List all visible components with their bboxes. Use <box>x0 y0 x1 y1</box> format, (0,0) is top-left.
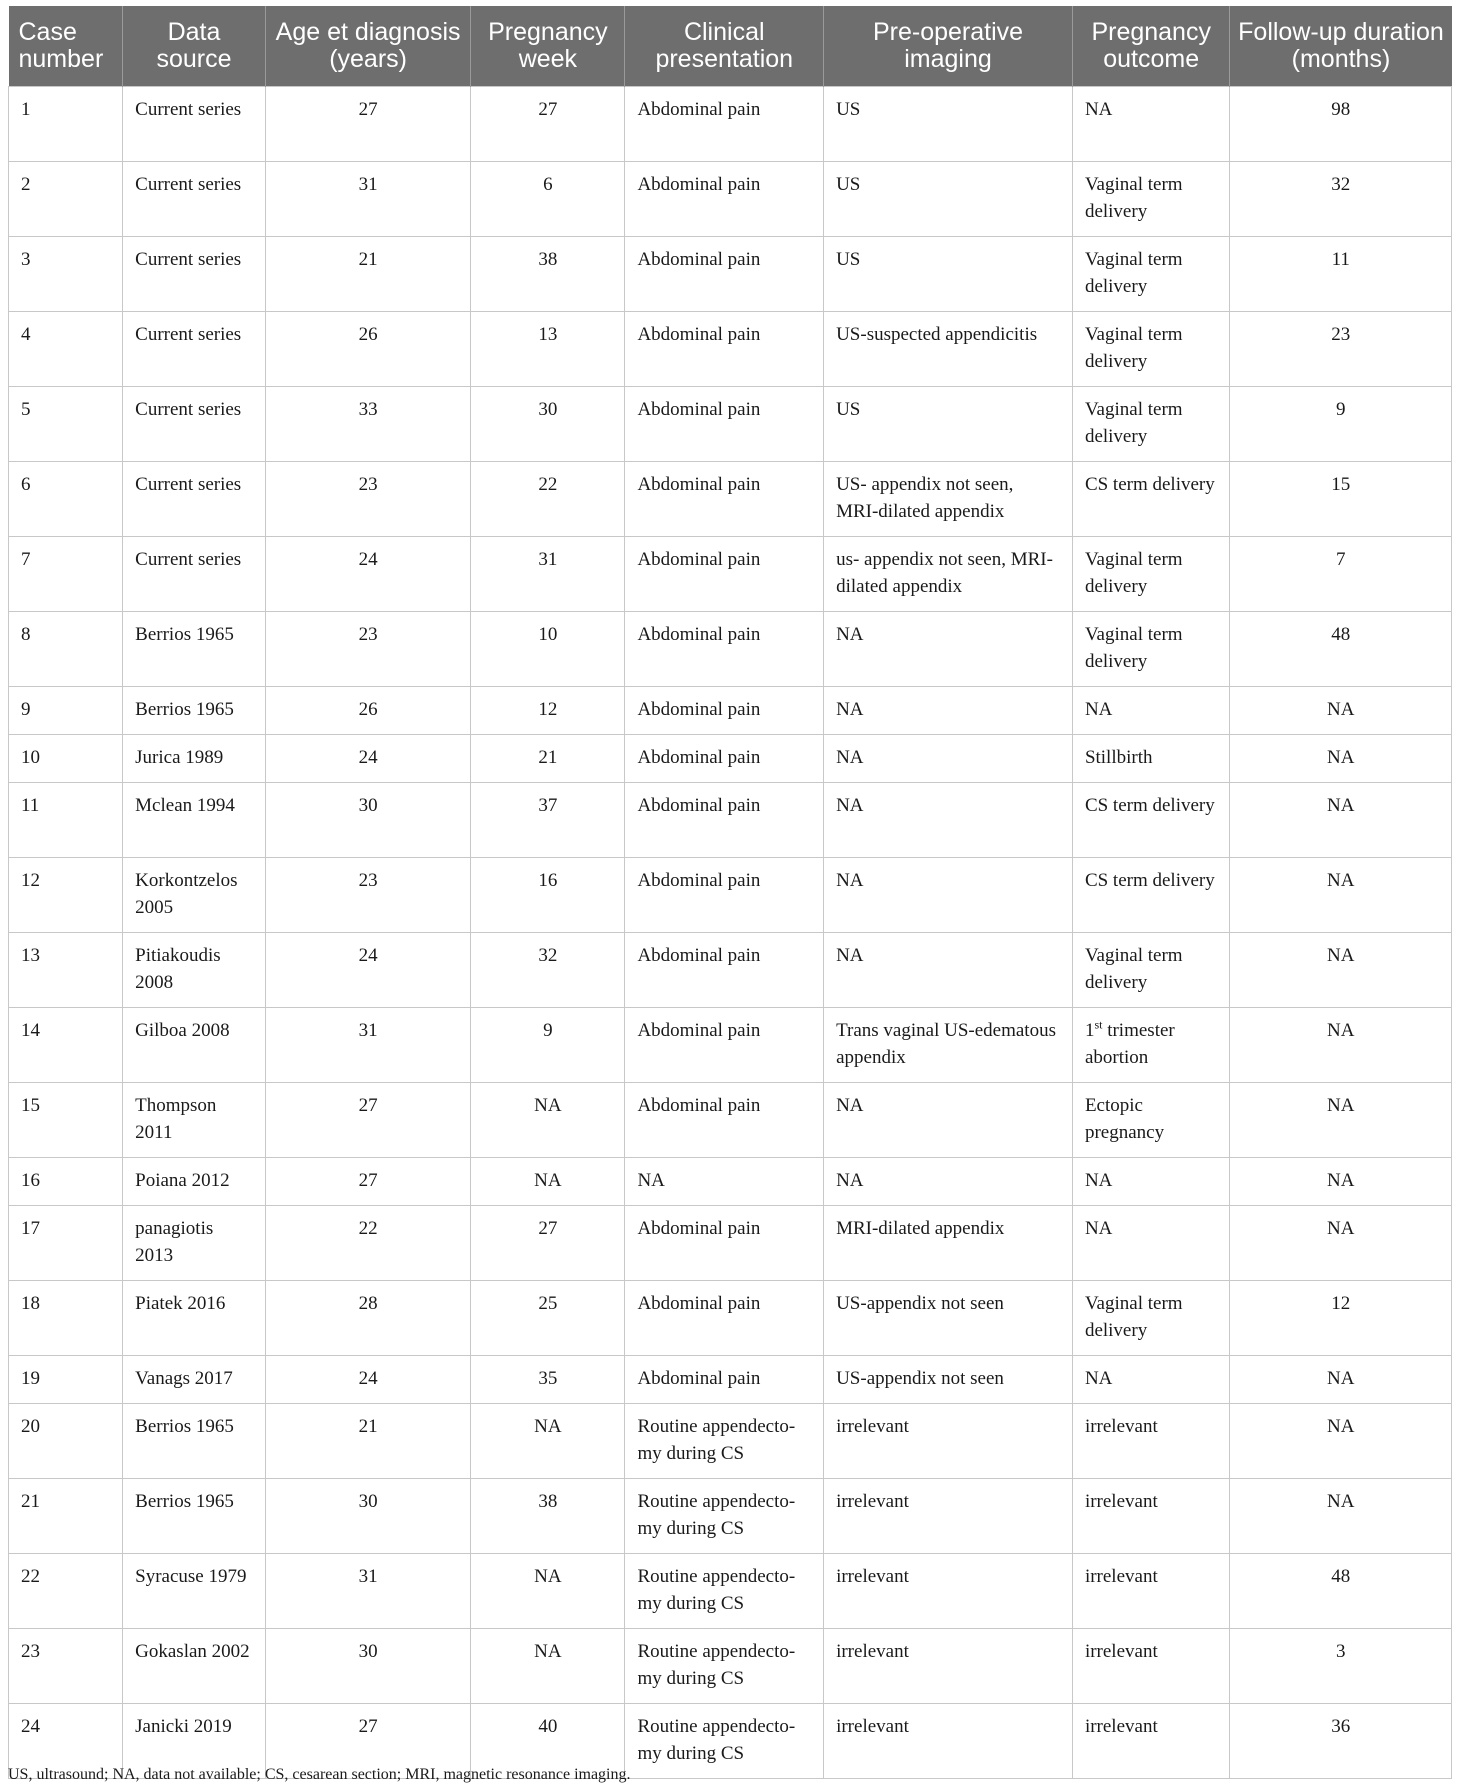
table-cell: Stillbirth <box>1072 735 1230 783</box>
table-cell: 8 <box>9 612 123 687</box>
table-cell: NA <box>1230 1008 1452 1083</box>
table-cell: NA <box>824 1158 1073 1206</box>
table-cell: NA <box>1230 1206 1452 1281</box>
table-cell: Berrios 1965 <box>123 1479 266 1554</box>
table-cell: NA <box>1230 735 1452 783</box>
table-row <box>9 1479 1452 1554</box>
table-cell: NA <box>1072 1356 1230 1404</box>
table-cell: NA <box>1230 1479 1452 1554</box>
table-cell: Current series <box>123 537 266 612</box>
table-cell: 21 <box>265 1404 470 1479</box>
table-cell: Berrios 1965 <box>123 612 266 687</box>
column-header: Follow-up duration (months) <box>1230 6 1452 87</box>
table-cell: 3 <box>1230 1629 1452 1704</box>
table-cell: Poiana 2012 <box>123 1158 266 1206</box>
table-row <box>9 858 1452 933</box>
column-header: Case number <box>9 6 123 87</box>
table-cell: US- appendix not seen, MRI-dilated appendix <box>824 462 1073 537</box>
table-cell: 30 <box>265 783 470 858</box>
table-cell: 23 <box>9 1629 123 1704</box>
table-cell: Abdominal pain <box>625 735 824 783</box>
table-cell: US-appendix not seen <box>824 1356 1073 1404</box>
table-cell: 98 <box>1230 87 1452 162</box>
table-cell: 14 <box>9 1008 123 1083</box>
table-cell: Routine appendecto-my during CS <box>625 1479 824 1554</box>
table-cell: NA <box>625 1158 824 1206</box>
table-cell: NA <box>471 1404 625 1479</box>
table-row <box>9 1554 1452 1629</box>
table-cell: 24 <box>9 1704 123 1779</box>
table-row <box>9 933 1452 1008</box>
table-cell: NA <box>824 933 1073 1008</box>
table-cell: Pitiakoudis 2008 <box>123 933 266 1008</box>
table-cell: Vaginal term delivery <box>1072 312 1230 387</box>
table-cell: irrelevant <box>824 1404 1073 1479</box>
table-cell: irrelevant <box>824 1629 1073 1704</box>
table-cell: 48 <box>1230 1554 1452 1629</box>
table-cell: 36 <box>1230 1704 1452 1779</box>
table-row <box>9 612 1452 687</box>
table-cell: 16 <box>9 1158 123 1206</box>
table-cell: NA <box>824 612 1073 687</box>
table-cell: 27 <box>471 1206 625 1281</box>
table-cell: NA <box>1072 687 1230 735</box>
table-row <box>9 537 1452 612</box>
table-row <box>9 1629 1452 1704</box>
table-cell: 20 <box>9 1404 123 1479</box>
table-cell: Abdominal pain <box>625 237 824 312</box>
table-cell: 30 <box>265 1479 470 1554</box>
table-cell: Vaginal term delivery <box>1072 387 1230 462</box>
table-cell: 35 <box>471 1356 625 1404</box>
table-cell: Abdominal pain <box>625 1083 824 1158</box>
table-cell: Vanags 2017 <box>123 1356 266 1404</box>
table-row <box>9 1404 1452 1479</box>
table-cell: irrelevant <box>1072 1479 1230 1554</box>
table-cell: 18 <box>9 1281 123 1356</box>
table-cell: NA <box>1230 783 1452 858</box>
table-cell: US <box>824 387 1073 462</box>
table-cell: Vaginal term delivery <box>1072 612 1230 687</box>
table-row <box>9 735 1452 783</box>
table-footnote: US, ultrasound; NA, data not available; CS, cesarean section; MRI, magnetic resonance imaging. <box>8 1766 631 1783</box>
table-cell: Abdominal pain <box>625 612 824 687</box>
table-cell: NA <box>1072 87 1230 162</box>
table-cell: NA <box>824 858 1073 933</box>
table-cell: 9 <box>471 1008 625 1083</box>
column-header: Clinical presentation <box>625 6 824 87</box>
case-table <box>8 6 1452 1779</box>
table-cell: 10 <box>471 612 625 687</box>
table-cell: us- appendix not seen, MRI-dilated appendix <box>824 537 1073 612</box>
table-cell: NA <box>471 1629 625 1704</box>
table-cell: Gokaslan 2002 <box>123 1629 266 1704</box>
table-cell: 24 <box>265 1356 470 1404</box>
table-cell: Abdominal pain <box>625 312 824 387</box>
table-cell: NA <box>1230 687 1452 735</box>
table-row <box>9 1083 1452 1158</box>
column-header: Pre-operative imaging <box>824 6 1073 87</box>
table-cell: 12 <box>9 858 123 933</box>
table-cell: 11 <box>1230 237 1452 312</box>
table-cell: 31 <box>265 162 470 237</box>
table-cell: 5 <box>9 387 123 462</box>
table-cell: 12 <box>1230 1281 1452 1356</box>
table-cell: 2 <box>9 162 123 237</box>
table-cell: Abdominal pain <box>625 1356 824 1404</box>
table-cell: NA <box>824 735 1073 783</box>
table-cell: US <box>824 237 1073 312</box>
table-cell: 21 <box>9 1479 123 1554</box>
table-cell: CS term delivery <box>1072 783 1230 858</box>
table-cell: 22 <box>265 1206 470 1281</box>
table-cell: Routine appendecto-my during CS <box>625 1629 824 1704</box>
table-cell: Abdominal pain <box>625 537 824 612</box>
table-cell: 21 <box>265 237 470 312</box>
table-cell: NA <box>471 1158 625 1206</box>
table-cell: 48 <box>1230 612 1452 687</box>
table-cell: MRI-dilated appendix <box>824 1206 1073 1281</box>
table-cell: 23 <box>265 858 470 933</box>
table-cell: Routine appendecto-my during CS <box>625 1704 824 1779</box>
table-cell: 6 <box>9 462 123 537</box>
table-row <box>9 237 1452 312</box>
table-cell: 17 <box>9 1206 123 1281</box>
table-cell: Abdominal pain <box>625 1206 824 1281</box>
table-cell: Current series <box>123 387 266 462</box>
column-header: Pregnancy week <box>471 6 625 87</box>
table-row <box>9 387 1452 462</box>
table-cell: Routine appendecto-my during CS <box>625 1554 824 1629</box>
table-cell: NA <box>1072 1158 1230 1206</box>
column-header: Age et diagnosis (years) <box>265 6 470 87</box>
table-cell: 31 <box>265 1008 470 1083</box>
table-cell: 38 <box>471 1479 625 1554</box>
table-cell: 7 <box>9 537 123 612</box>
table-cell: 4 <box>9 312 123 387</box>
table-cell: Syracuse 1979 <box>123 1554 266 1629</box>
table-cell: Thompson 2011 <box>123 1083 266 1158</box>
table-cell: 31 <box>265 1554 470 1629</box>
table-cell: Current series <box>123 237 266 312</box>
table-cell: Janicki 2019 <box>123 1704 266 1779</box>
table-cell: 33 <box>265 387 470 462</box>
table-cell: 38 <box>471 237 625 312</box>
table-cell: NA <box>471 1083 625 1158</box>
table-row <box>9 162 1452 237</box>
table-body <box>9 87 1452 1779</box>
table-cell: NA <box>1230 1356 1452 1404</box>
table-cell: Abdominal pain <box>625 933 824 1008</box>
table-cell: Abdominal pain <box>625 1008 824 1083</box>
table-cell: Current series <box>123 312 266 387</box>
table-cell: 32 <box>1230 162 1452 237</box>
table-cell: 9 <box>1230 387 1452 462</box>
header-row <box>9 6 1452 87</box>
table-cell: irrelevant <box>824 1704 1073 1779</box>
table-cell: Jurica 1989 <box>123 735 266 783</box>
table-cell: Abdominal pain <box>625 858 824 933</box>
table-cell: US-appendix not seen <box>824 1281 1073 1356</box>
table-cell: NA <box>824 687 1073 735</box>
table-cell: Abdominal pain <box>625 462 824 537</box>
table-cell: 22 <box>471 462 625 537</box>
table-cell: 13 <box>9 933 123 1008</box>
table-cell: 27 <box>265 87 470 162</box>
table-cell: 24 <box>265 933 470 1008</box>
table-cell: 9 <box>9 687 123 735</box>
table-cell: CS term delivery <box>1072 462 1230 537</box>
case-table-container <box>8 6 1452 1779</box>
table-row <box>9 1206 1452 1281</box>
table-cell: Routine appendecto-my during CS <box>625 1404 824 1479</box>
table-cell: NA <box>1230 858 1452 933</box>
table-row <box>9 1281 1452 1356</box>
table-cell: Berrios 1965 <box>123 687 266 735</box>
table-cell: US <box>824 162 1073 237</box>
table-cell: 30 <box>265 1629 470 1704</box>
table-cell: 1 <box>9 87 123 162</box>
table-cell: 27 <box>265 1083 470 1158</box>
table-cell: 30 <box>471 387 625 462</box>
table-cell: Abdominal pain <box>625 87 824 162</box>
table-cell: 28 <box>265 1281 470 1356</box>
table-cell: CS term delivery <box>1072 858 1230 933</box>
column-header: Pregnancy outcome <box>1072 6 1230 87</box>
table-cell: Current series <box>123 87 266 162</box>
table-cell: Vaginal term delivery <box>1072 162 1230 237</box>
table-cell: 32 <box>471 933 625 1008</box>
table-cell: panagiotis 2013 <box>123 1206 266 1281</box>
table-row <box>9 1158 1452 1206</box>
table-cell: 23 <box>265 612 470 687</box>
table-cell: Vaginal term delivery <box>1072 933 1230 1008</box>
table-cell: 15 <box>9 1083 123 1158</box>
table-cell: Berrios 1965 <box>123 1404 266 1479</box>
table-row <box>9 87 1452 162</box>
table-cell: 26 <box>265 687 470 735</box>
table-cell: Ectopic pregnancy <box>1072 1083 1230 1158</box>
table-cell: Abdominal pain <box>625 687 824 735</box>
table-cell: Abdominal pain <box>625 162 824 237</box>
table-cell: NA <box>1072 1206 1230 1281</box>
table-cell: Vaginal term delivery <box>1072 1281 1230 1356</box>
table-cell: 27 <box>471 87 625 162</box>
table-cell: Vaginal term delivery <box>1072 237 1230 312</box>
table-row <box>9 1356 1452 1404</box>
table-cell: 13 <box>471 312 625 387</box>
table-cell: irrelevant <box>824 1554 1073 1629</box>
table-cell: Current series <box>123 162 266 237</box>
table-cell: Trans vaginal US-edematous appendix <box>824 1008 1073 1083</box>
table-cell: 3 <box>9 237 123 312</box>
table-cell: NA <box>1230 1158 1452 1206</box>
table-cell: 16 <box>471 858 625 933</box>
table-cell: Abdominal pain <box>625 1281 824 1356</box>
table-cell: irrelevant <box>824 1479 1073 1554</box>
table-cell: Vaginal term delivery <box>1072 537 1230 612</box>
table-cell: NA <box>824 783 1073 858</box>
table-cell: Abdominal pain <box>625 387 824 462</box>
table-cell: 22 <box>9 1554 123 1629</box>
table-cell: Gilboa 2008 <box>123 1008 266 1083</box>
table-row <box>9 1008 1452 1083</box>
table-cell: irrelevant <box>1072 1629 1230 1704</box>
table-row <box>9 687 1452 735</box>
table-row <box>9 783 1452 858</box>
table-row <box>9 312 1452 387</box>
table-cell: 23 <box>1230 312 1452 387</box>
table-cell: 25 <box>471 1281 625 1356</box>
table-cell: Piatek 2016 <box>123 1281 266 1356</box>
table-cell: 1st trimester abortion <box>1072 1008 1230 1083</box>
table-cell: Current series <box>123 462 266 537</box>
table-cell: irrelevant <box>1072 1704 1230 1779</box>
table-cell: 7 <box>1230 537 1452 612</box>
table-cell: 27 <box>265 1158 470 1206</box>
table-cell: 23 <box>265 462 470 537</box>
table-cell: 19 <box>9 1356 123 1404</box>
table-cell: 24 <box>265 735 470 783</box>
table-cell: US-suspected appendicitis <box>824 312 1073 387</box>
table-cell: 24 <box>265 537 470 612</box>
table-cell: US <box>824 87 1073 162</box>
table-cell: 27 <box>265 1704 470 1779</box>
table-cell: NA <box>1230 1404 1452 1479</box>
table-cell: irrelevant <box>1072 1554 1230 1629</box>
table-cell: Mclean 1994 <box>123 783 266 858</box>
table-cell: 37 <box>471 783 625 858</box>
table-cell: 31 <box>471 537 625 612</box>
table-cell: 12 <box>471 687 625 735</box>
table-cell: NA <box>1230 1083 1452 1158</box>
table-cell: Korkontzelos 2005 <box>123 858 266 933</box>
table-cell: 21 <box>471 735 625 783</box>
table-cell: 10 <box>9 735 123 783</box>
table-cell: 26 <box>265 312 470 387</box>
table-cell: irrelevant <box>1072 1404 1230 1479</box>
column-header: Data source <box>123 6 266 87</box>
table-cell: 11 <box>9 783 123 858</box>
table-row <box>9 462 1452 537</box>
table-cell: NA <box>1230 933 1452 1008</box>
table-cell: 6 <box>471 162 625 237</box>
table-cell: 40 <box>471 1704 625 1779</box>
table-cell: Abdominal pain <box>625 783 824 858</box>
table-cell: 15 <box>1230 462 1452 537</box>
table-cell: NA <box>824 1083 1073 1158</box>
table-cell: NA <box>471 1554 625 1629</box>
